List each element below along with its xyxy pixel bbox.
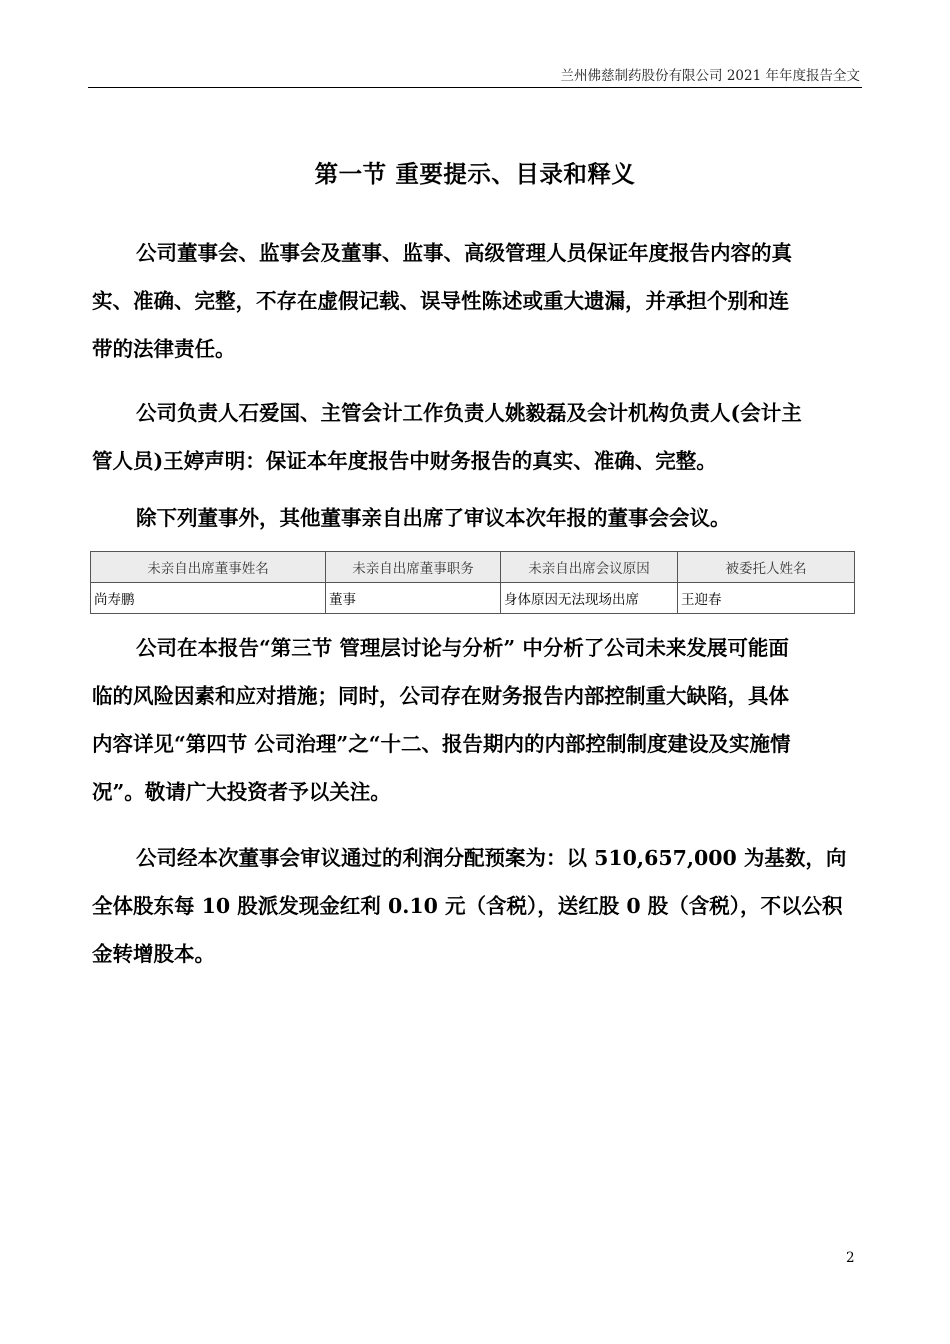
- table-cell: 尚寿鹏: [91, 583, 326, 614]
- page-header: [88, 60, 862, 88]
- column-header: 未亲自出席会议原因: [501, 552, 678, 583]
- paragraph-line: 临的风险因素和应对措施；同时，公司存在财务报告内部控制重大缺陷，具体: [92, 684, 789, 708]
- paragraph-line: 全体股东每 10 股派发现金红利 0.10 元（含税），送红股 0 股（含税），不以公积: [92, 894, 843, 918]
- paragraph-line: 公司经本次董事会审议通过的利润分配预案为：以 510,657,000 为基数，向: [136, 846, 847, 870]
- paragraph-line: 金转增股本。: [92, 942, 215, 966]
- paragraph-responsibility-statement: [92, 229, 856, 373]
- table-row: [91, 583, 855, 614]
- paragraph-profit-distribution: [92, 834, 856, 978]
- column-header: 未亲自出席董事姓名: [91, 552, 326, 583]
- paragraph-officer-declaration: [92, 389, 856, 485]
- paragraph-line: 管人员)王婷声明：保证本年度报告中财务报告的真实、准确、完整。: [92, 449, 717, 473]
- table-header-row: [91, 552, 855, 583]
- paragraph-line: 实、准确、完整，不存在虚假记载、误导性陈述或重大遗漏，并承担个别和连: [92, 289, 789, 313]
- absent-directors-table: [90, 551, 855, 614]
- column-header: 未亲自出席董事职务: [326, 552, 501, 583]
- table-cell: 王迎春: [678, 583, 855, 614]
- paragraph-line: 公司负责人石爱国、主管会计工作负责人姚毅磊及会计机构负责人(会计主: [136, 401, 802, 425]
- paragraph-line: 除下列董事外，其他董事亲自出席了审议本次年报的董事会会议。: [136, 506, 731, 530]
- header-title: 兰州佛慈制药股份有限公司 2021 年年度报告全文: [560, 68, 860, 84]
- page-number: 2: [846, 1250, 855, 1266]
- paragraph-line: 公司在本报告“第三节 管理层讨论与分析” 中分析了公司未来发展可能面: [136, 636, 789, 660]
- paragraph-line: 况”。敬请广大投资者予以关注。: [92, 780, 391, 804]
- paragraph-attendance: [92, 494, 856, 542]
- paragraph-line: 内容详见“第四节 公司治理”之“十二、报告期内的内部控制制度建设及实施情: [92, 732, 791, 756]
- paragraph-line: 带的法律责任。: [92, 337, 236, 361]
- section-title: 第一节 重要提示、目录和释义: [314, 160, 636, 188]
- table-cell: 身体原因无法现场出席: [501, 583, 678, 614]
- column-header: 被委托人姓名: [678, 552, 855, 583]
- paragraph-risk-notice: [92, 624, 856, 816]
- paragraph-line: 公司董事会、监事会及董事、监事、高级管理人员保证年度报告内容的真: [136, 241, 792, 265]
- table-cell: 董事: [326, 583, 501, 614]
